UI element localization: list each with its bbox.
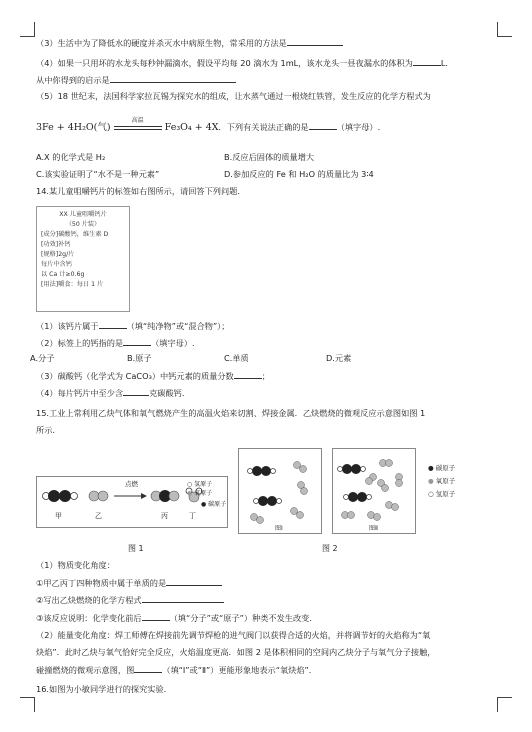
q14-part1: （1）该钙片属于 （填“纯净物”或“混合物”）； bbox=[36, 321, 230, 331]
arrow-label: 点燃 bbox=[125, 480, 138, 488]
legend-hydrogen: ○ 氢原子 bbox=[187, 481, 213, 488]
molecule-label: 丁 bbox=[189, 512, 196, 520]
carbon-atom bbox=[59, 490, 71, 502]
label-line: 每片中含钙 bbox=[41, 261, 72, 268]
acetylene-molecule bbox=[344, 492, 372, 502]
figure-2-panel-1 bbox=[238, 448, 322, 534]
q15-part1-a: ①甲乙丙丁四种物质中属于单质的是 bbox=[36, 577, 222, 589]
answer-blank[interactable] bbox=[134, 664, 162, 673]
q14-part3: （3）碳酸钙（化学式为 CaCO₃）中钙元素的质量分数 ； bbox=[36, 371, 270, 381]
carbon-atom bbox=[48, 490, 60, 502]
crop-mark-bottom-right bbox=[497, 697, 512, 712]
q13-option-a[interactable]: A.X 的化学式是 H₂ bbox=[36, 152, 106, 162]
figure-2-legend bbox=[428, 462, 455, 501]
legend-oxygen: ● 氧原子 bbox=[428, 477, 456, 485]
figure-2-panel-2 bbox=[332, 448, 416, 534]
q15-stem-line2: 所示. bbox=[36, 425, 55, 435]
answer-blank[interactable] bbox=[166, 577, 222, 586]
q14-part4: （4）每片钙片中至少含 克碳酸钙. bbox=[36, 388, 185, 398]
panel-2-molecules bbox=[333, 449, 415, 533]
acetylene-molecule bbox=[338, 464, 366, 474]
crop-mark-top-right bbox=[497, 22, 512, 37]
figure-1-caption: 图 1 bbox=[128, 544, 144, 553]
label-line: [规格]2g/片 bbox=[41, 251, 75, 258]
crop-mark-bottom-left bbox=[20, 697, 35, 712]
q13-option-d[interactable]: D.参加反应的 Fe 和 H₂O 的质量比为 3∶4 bbox=[224, 169, 374, 179]
molecule-label: 甲 bbox=[55, 512, 62, 520]
q15-part2-line3: 碰撞燃烧的微观示意图，图 （填“Ⅰ”或“Ⅱ”）更能形象地表示“氧炔焰”. bbox=[36, 665, 312, 675]
q15-part1: （1）物质变化角度： bbox=[36, 560, 115, 570]
calcium-tablet-label bbox=[36, 206, 130, 312]
reaction-condition: 高温 bbox=[131, 117, 144, 124]
oxygen-molecule bbox=[251, 514, 264, 524]
answer-blank[interactable] bbox=[123, 337, 151, 346]
q15-part2-line2: 炔焰”．此时乙炔与氧气恰好完全反应，火焰温度更高．如图 2 是体积相同的空间内乙炔分子与氧气分子接触， bbox=[36, 647, 436, 657]
legend-carbon: ● 碳原子 bbox=[428, 464, 456, 472]
legend-oxygen: ● 氧原子 bbox=[187, 490, 213, 497]
q15-stem-line1: 15.工业上常利用乙炔气体和氧气燃烧产生的高温火焰来切割、焊接金属．乙炔燃烧的微观反应示意图如图 1 bbox=[36, 408, 426, 418]
q15-part1-c: ③该反应说明：化学变化前后 （填“分子”或“原子”）种类不发生改变. bbox=[36, 613, 312, 623]
acetylene-molecule bbox=[248, 466, 276, 476]
arrow-head bbox=[141, 493, 147, 499]
figure-1-reaction-diagram bbox=[36, 476, 228, 528]
label-line: [成分]碳酸钙，维生素 D bbox=[41, 231, 109, 238]
oxygen-molecule bbox=[366, 474, 377, 485]
q14-option-d[interactable]: D.元素 bbox=[326, 353, 352, 363]
label-line: （50 片装） bbox=[65, 221, 101, 228]
figure-2-caption: 图 2 bbox=[322, 544, 338, 553]
legend-hydrogen: ○ 氢原子 bbox=[428, 490, 456, 498]
q13-part5: （5）18 世纪末，法国科学家拉瓦锡为探究水的组成，让水蒸气通过一根烧红铁管，发生反应的化学方程式为 bbox=[36, 91, 431, 101]
answer-blank[interactable] bbox=[142, 612, 170, 621]
answer-blank[interactable] bbox=[99, 320, 127, 329]
oxygen-molecule bbox=[298, 482, 308, 495]
oxygen-atom bbox=[98, 491, 108, 501]
oxygen-molecule bbox=[368, 512, 381, 521]
q14-stem: 14.某儿童咀嚼钙片的标签如右图所示，请回答下列问题. bbox=[36, 186, 240, 196]
answer-blank[interactable] bbox=[142, 594, 224, 603]
q13-part4-insight: 从中你得到的启示是 bbox=[36, 74, 236, 86]
legend-carbon: ● 碳原子 bbox=[201, 501, 227, 508]
q14-option-b[interactable]: B.原子 bbox=[127, 353, 152, 363]
molecule-label: 乙 bbox=[95, 512, 102, 520]
q14-option-a[interactable]: A.分子 bbox=[30, 353, 55, 363]
label-line: XX 儿童咀嚼钙片 bbox=[59, 211, 107, 218]
q13-option-b[interactable]: B.反应后固体的质量增大 bbox=[224, 152, 315, 162]
crop-mark-top-left bbox=[20, 22, 35, 37]
q15-part2-line1: （2）能量变化角度：焊工师傅在焊接前先调节焊枪的进气阀门以获得合适的火焰，并将调节好的火焰称为“氧 bbox=[36, 630, 431, 640]
label-line: [用法]嚼食：每日 1 片 bbox=[41, 281, 104, 288]
q14-part2: （2）标签上的钙指的是 （填字母）. bbox=[36, 338, 195, 348]
answer-blank[interactable] bbox=[234, 370, 262, 379]
answer-blank[interactable] bbox=[123, 387, 149, 396]
oxygen-molecule bbox=[291, 508, 304, 519]
oxygen-atom bbox=[169, 491, 179, 501]
oxygen-molecule bbox=[380, 460, 393, 467]
oxygen-molecule bbox=[396, 474, 403, 487]
q13-option-c[interactable]: C.该实验证明了“水不是一种元素” bbox=[36, 169, 160, 179]
panel-1-molecules bbox=[239, 449, 321, 533]
q13-part4: （4）如果一只用坏的水龙头每秒钟漏滴水，假设平均每 20 滴水为 1mL，该水龙头一昼夜漏水的体积为 L. bbox=[36, 58, 449, 68]
answer-blank[interactable] bbox=[287, 37, 343, 46]
panel-label: 图Ⅰ bbox=[275, 525, 283, 532]
reaction-equation: 3Fe + 4H₂O(气) 高温 Fe₃O₄ + 4X．下列有关说法正确的是 （填字母）. bbox=[36, 117, 381, 133]
molecule-label: 丙 bbox=[161, 512, 168, 520]
label-line: [功效]补钙 bbox=[41, 241, 71, 248]
acetylene-molecule bbox=[254, 496, 282, 506]
hydrogen-atom bbox=[71, 493, 78, 500]
panel-label: 图Ⅱ bbox=[369, 525, 378, 532]
oxygen-molecule bbox=[342, 512, 355, 519]
oxygen-molecule bbox=[294, 462, 307, 473]
q13-part3: （3）生活中为了降低水的硬度并杀灭水中病原生物，常采用的方法是 bbox=[36, 37, 343, 49]
q15-part1-b: ②写出乙炔燃烧的化学方程式 bbox=[36, 594, 224, 606]
label-line: 以 Ca 计≥0.6g bbox=[41, 271, 85, 278]
q14-option-c[interactable]: C.单质 bbox=[224, 353, 249, 363]
oxygen-atom bbox=[89, 491, 99, 501]
oxygen-molecule bbox=[386, 502, 399, 511]
answer-blank[interactable] bbox=[413, 57, 441, 66]
oxygen-molecule bbox=[378, 480, 389, 492]
answer-blank[interactable] bbox=[309, 121, 337, 130]
answer-blank[interactable] bbox=[110, 74, 236, 83]
q16-stem: 16.如图为小敏同学进行的探究实验. bbox=[36, 684, 167, 694]
